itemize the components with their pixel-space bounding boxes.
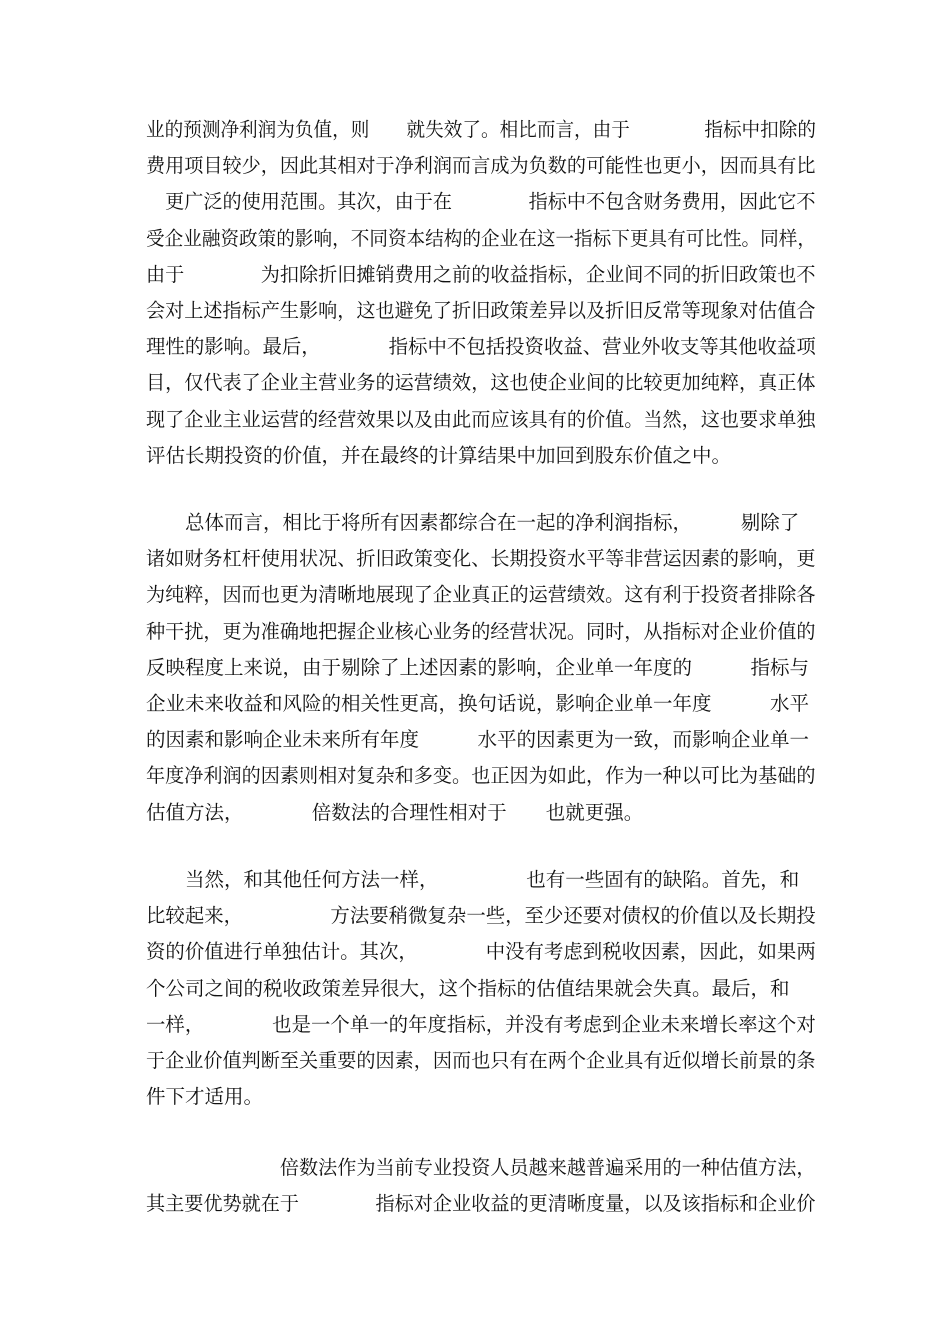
paragraph-3-line-3: 资的价值进行单独估计。其次， 中没有考虑到税收因素，因此，如果两 <box>146 940 816 964</box>
paragraph-3-line-7: 件下才适用。 <box>146 1085 264 1109</box>
paragraph-2-line-6: 企业未来收益和风险的相关性更高，换句话说，影响企业单一年度 水平 <box>146 692 810 715</box>
paragraph-2-line-3: 为纯粹，因而也更为清晰地展现了企业真正的运营绩效。这有利于投资者排除各 <box>146 583 816 607</box>
paragraph-1-line-1: 业的预测净利润为负值，则 就失效了。相比而言，由于 指标中扣除的 <box>146 118 817 141</box>
paragraph-3-line-4: 个公司之间的税收政策差异很大，这个指标的估值结果就会失真。最后，和 <box>146 976 790 1000</box>
paragraph-3-line-2: 比较起来， 方法要稍微复杂一些，至少还要对债权的价值以及长期投 <box>146 904 816 928</box>
paragraph-2-line-7: 的因素和影响企业未来所有年度 水平的因素更为一致，而影响企业单一 <box>146 728 810 752</box>
paragraph-1-line-6: 会对上述指标产生影响，这也避免了折旧政策差异以及折旧反常等现象对估值合 <box>146 299 816 322</box>
paragraph-3-line-6: 于企业价值判断至关重要的因素，因而也只有在两个企业具有近似增长前景的条 <box>146 1049 816 1072</box>
paragraph-1-line-9: 现了企业主业运营的经营效果以及由此而应该具有的价值。当然，这也要求单独 <box>146 407 816 431</box>
paragraph-1-line-2: 费用项目较少，因此其相对于净利润而言成为负数的可能性也更小，因而具有比 <box>146 154 816 178</box>
paragraph-1-line-10: 评估长期投资的价值，并在最终的计算结果中加回到股东价值之中。 <box>146 443 732 467</box>
paragraph-1-line-7: 理性的影响。最后， 指标中不包括投资收益、营业外收支等其他收益项 <box>146 335 816 359</box>
paragraph-3-line-1: 当然，和其他任何方法一样， 也有一些固有的缺陷。首先，和 <box>146 868 800 891</box>
paragraph-2-line-5: 反映程度上来说，由于剔除了上述因素的影响，企业单一年度的 指标与 <box>146 655 810 679</box>
paragraph-2-line-2: 诸如财务杠杆使用状况、折旧政策变化、长期投资水平等非营运因素的影响，更 <box>146 547 816 571</box>
paragraph-2-line-8: 年度净利润的因素则相对复杂和多变。也正因为如此，作为一种以可比为基础的 <box>146 764 816 788</box>
paragraph-4-line-2: 其主要优势就在于 指标对企业收益的更清晰度量，以及该指标和企业价 <box>146 1192 816 1216</box>
paragraph-1-line-8: 目，仅代表了企业主营业务的运营绩效，这也使企业间的比较更加纯粹，真正体 <box>146 371 816 395</box>
paragraph-2-line-1: 总体而言，相比于将所有因素都综合在一起的净利润指标， 剔除了 <box>146 511 800 534</box>
paragraph-1-line-4: 受企业融资政策的影响，不同资本结构的企业在这一指标下更具有可比性。同样， <box>146 226 817 250</box>
paragraph-3-line-5: 一样， 也是一个单一的年度指标，并没有考虑到企业未来增长率这个对 <box>146 1012 816 1036</box>
paragraph-1-line-3: 更广泛的使用范围。其次，由于在 指标中不包含财务费用，因此它不 <box>146 190 816 214</box>
paragraph-1-line-5: 由于 为扣除折旧摊销费用之前的收益指标，企业间不同的折旧政策也不 <box>146 262 816 286</box>
paragraph-4-line-1: 倍数法作为当前专业投资人员越来越普遍采用的一种估值方法， <box>146 1156 816 1179</box>
paragraph-2-line-9: 估值方法， 倍数法的合理性相对于 也就更强。 <box>146 800 644 824</box>
paragraph-2-line-4: 种干扰，更为准确地把握企业核心业务的经营状况。同时，从指标对企业价值的 <box>146 619 816 643</box>
